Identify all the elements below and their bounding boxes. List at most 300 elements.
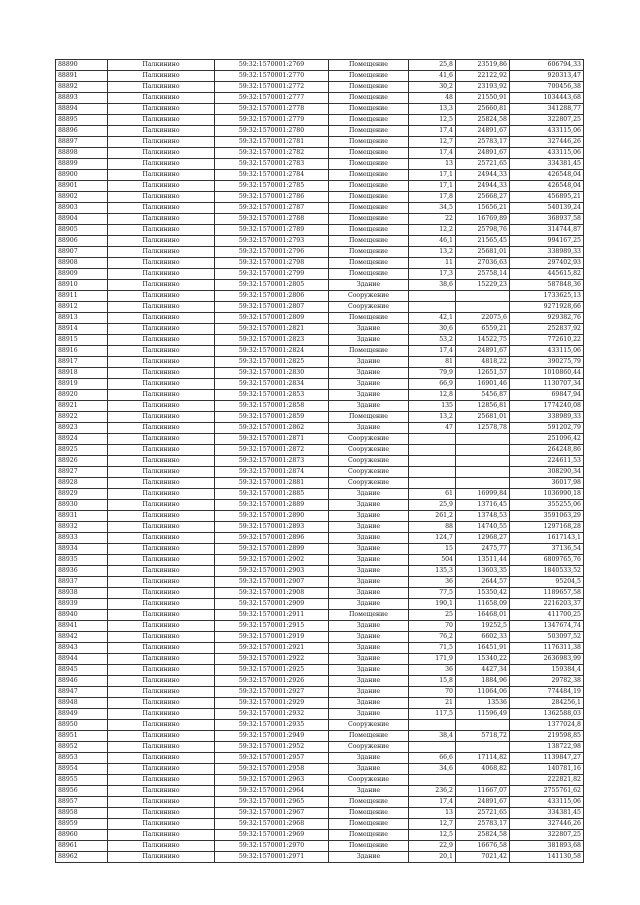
table-row [56,786,584,797]
cadastral-value-cell: 327446,26 [510,819,584,830]
cadastral-number-cell: 59:32:1570001:2949 [215,731,329,742]
cadastral-value-cell: 95204,5 [510,577,584,588]
area-value-cell [409,478,456,489]
object-type-cell: Помещение [329,808,409,819]
object-type-cell: Помещение [329,159,409,170]
cadastral-number-cell: 59:32:1570001:2881 [215,478,329,489]
settlement-name-cell: Палкинино [108,170,215,181]
cadastral-value-cell: 219598,85 [510,731,584,742]
unit-price-cell [456,291,510,302]
row-number-cell: 88902 [56,192,108,203]
row-number-cell: 88930 [56,500,108,511]
unit-price-cell: 25721,65 [456,159,510,170]
cadastral-number-cell: 59:32:1570001:2907 [215,577,329,588]
row-number-cell: 88909 [56,269,108,280]
area-value-cell [409,445,456,456]
settlement-name-cell: Палкинино [108,764,215,775]
table-row [56,159,584,170]
object-type-cell: Помещение [329,203,409,214]
unit-price-cell: 25681,01 [456,247,510,258]
cadastral-number-cell: 59:32:1570001:2862 [215,423,329,434]
unit-price-cell: 25798,76 [456,225,510,236]
cadastral-value-cell: 1297168,28 [510,522,584,533]
table-row [56,731,584,742]
settlement-name-cell: Палкинино [108,115,215,126]
cadastral-number-cell: 59:32:1570001:2796 [215,247,329,258]
cadastral-number-cell: 59:32:1570001:2785 [215,181,329,192]
unit-price-cell: 2644,57 [456,577,510,588]
area-value-cell: 25,9 [409,500,456,511]
object-type-cell: Помещение [329,610,409,621]
area-value-cell [409,456,456,467]
unit-price-cell: 5456,87 [456,390,510,401]
table-row [56,60,584,71]
row-number-cell: 88927 [56,467,108,478]
cadastral-number-cell: 59:32:1570001:2873 [215,456,329,467]
cadastral-value-cell: 252837,92 [510,324,584,335]
area-value-cell: 38,6 [409,280,456,291]
table-row [56,478,584,489]
table-row [56,104,584,115]
cadastral-number-cell: 59:32:1570001:2969 [215,830,329,841]
cadastral-value-cell: 224611,53 [510,456,584,467]
object-type-cell: Помещение [329,115,409,126]
table-row [56,841,584,852]
unit-price-cell: 21550,91 [456,93,510,104]
settlement-name-cell: Палкинино [108,775,215,786]
settlement-name-cell: Палкинино [108,478,215,489]
object-type-cell: Сооружение [329,434,409,445]
settlement-name-cell: Палкинино [108,610,215,621]
area-value-cell: 36 [409,577,456,588]
unit-price-cell [456,467,510,478]
table-row [56,676,584,687]
cadastral-number-cell: 59:32:1570001:2927 [215,687,329,698]
area-value-cell: 21 [409,698,456,709]
unit-price-cell: 13748,53 [456,511,510,522]
object-type-cell: Сооружение [329,478,409,489]
object-type-cell: Здание [329,379,409,390]
table-row [56,170,584,181]
unit-price-cell: 11596,49 [456,709,510,720]
row-number-cell: 88915 [56,335,108,346]
unit-price-cell: 13511,44 [456,555,510,566]
table-row [56,445,584,456]
table-row [56,126,584,137]
unit-price-cell [456,434,510,445]
cadastral-value-cell: 6809765,76 [510,555,584,566]
settlement-name-cell: Палкинино [108,731,215,742]
unit-price-cell: 25824,58 [456,830,510,841]
area-value-cell: 190,1 [409,599,456,610]
row-number-cell: 88946 [56,676,108,687]
cadastral-value-cell: 433115,06 [510,346,584,357]
table-row [56,203,584,214]
area-value-cell: 70 [409,621,456,632]
object-type-cell: Здание [329,577,409,588]
row-number-cell: 88912 [56,302,108,313]
object-type-cell: Помещение [329,412,409,423]
unit-price-cell: 6602,33 [456,632,510,643]
unit-price-cell: 25668,27 [456,192,510,203]
settlement-name-cell: Палкинино [108,445,215,456]
cadastral-value-cell: 1377024,8 [510,720,584,731]
row-number-cell: 88926 [56,456,108,467]
cadastral-value-cell: 540139,24 [510,203,584,214]
settlement-name-cell: Палкинино [108,368,215,379]
settlement-name-cell: Палкинино [108,93,215,104]
object-type-cell: Здание [329,698,409,709]
object-type-cell: Помещение [329,819,409,830]
row-number-cell: 88947 [56,687,108,698]
unit-price-cell: 12651,57 [456,368,510,379]
table-row [56,632,584,643]
settlement-name-cell: Палкинино [108,126,215,137]
cadastral-value-cell: 29782,38 [510,676,584,687]
cadastral-number-cell: 59:32:1570001:2902 [215,555,329,566]
settlement-name-cell: Палкинино [108,280,215,291]
settlement-name-cell: Палкинино [108,225,215,236]
settlement-name-cell: Палкинино [108,621,215,632]
area-value-cell: 30,6 [409,324,456,335]
area-value-cell: 135 [409,401,456,412]
table-row [56,687,584,698]
object-type-cell: Здание [329,676,409,687]
cadastral-number-cell: 59:32:1570001:2899 [215,544,329,555]
unit-price-cell: 25660,81 [456,104,510,115]
table-row [56,852,584,863]
settlement-name-cell: Палкинино [108,302,215,313]
object-type-cell: Здание [329,709,409,720]
object-type-cell: Помещение [329,181,409,192]
table-row [56,577,584,588]
cadastral-number-cell: 59:32:1570001:2889 [215,500,329,511]
area-value-cell: 71,5 [409,643,456,654]
table-row [56,137,584,148]
table-row [56,533,584,544]
area-value-cell: 12,7 [409,137,456,148]
object-type-cell: Здание [329,852,409,863]
table-row [56,709,584,720]
area-value-cell: 17,8 [409,192,456,203]
cadastral-number-cell: 59:32:1570001:2859 [215,412,329,423]
table-row [56,753,584,764]
unit-price-cell: 4818,22 [456,357,510,368]
area-value-cell: 15,8 [409,676,456,687]
row-number-cell: 88919 [56,379,108,390]
table-row [56,291,584,302]
cadastral-value-cell: 456895,21 [510,192,584,203]
unit-price-cell [456,478,510,489]
table-row [56,456,584,467]
settlement-name-cell: Палкинино [108,247,215,258]
cadastral-number-cell: 59:32:1570001:2787 [215,203,329,214]
row-number-cell: 88920 [56,390,108,401]
settlement-name-cell: Палкинино [108,104,215,115]
table-row [56,346,584,357]
row-number-cell: 88900 [56,170,108,181]
row-number-cell: 88950 [56,720,108,731]
cadastral-number-cell: 59:32:1570001:2824 [215,346,329,357]
object-type-cell: Здание [329,786,409,797]
settlement-name-cell: Палкинино [108,412,215,423]
settlement-name-cell: Палкинино [108,808,215,819]
row-number-cell: 88894 [56,104,108,115]
area-value-cell: 17,1 [409,170,456,181]
area-value-cell: 70 [409,687,456,698]
table-row [56,434,584,445]
row-number-cell: 88935 [56,555,108,566]
row-number-cell: 88948 [56,698,108,709]
cadastral-number-cell: 59:32:1570001:2893 [215,522,329,533]
settlement-name-cell: Палкинино [108,137,215,148]
cadastral-number-cell: 59:32:1570001:2921 [215,643,329,654]
unit-price-cell: 22075,6 [456,313,510,324]
cadastral-value-cell: 587848,36 [510,280,584,291]
table-row [56,258,584,269]
table-row [56,269,584,280]
unit-price-cell: 11667,07 [456,786,510,797]
settlement-name-cell: Палкинино [108,335,215,346]
cadastral-number-cell: 59:32:1570001:2925 [215,665,329,676]
settlement-name-cell: Палкинино [108,588,215,599]
table-row [56,335,584,346]
unit-price-cell [456,445,510,456]
cadastral-number-cell: 59:32:1570001:2825 [215,357,329,368]
cadastral-value-cell: 322807,25 [510,830,584,841]
table-row [56,225,584,236]
cadastral-number-cell: 59:32:1570001:2807 [215,302,329,313]
cadastral-value-cell: 774484,19 [510,687,584,698]
table-row [56,467,584,478]
table-row [56,82,584,93]
settlement-name-cell: Палкинино [108,60,215,71]
cadastral-number-cell: 59:32:1570001:2903 [215,566,329,577]
object-type-cell: Помещение [329,93,409,104]
table-row [56,566,584,577]
unit-price-cell: 15340,22 [456,654,510,665]
unit-price-cell: 15656,21 [456,203,510,214]
settlement-name-cell: Палкинино [108,379,215,390]
cadastral-number-cell: 59:32:1570001:2971 [215,852,329,863]
table-row [56,324,584,335]
unit-price-cell: 24891,67 [456,126,510,137]
table-row [56,764,584,775]
area-value-cell: 79,9 [409,368,456,379]
cadastral-number-cell: 59:32:1570001:2964 [215,786,329,797]
cadastral-value-cell: 411700,25 [510,610,584,621]
object-type-cell: Здание [329,280,409,291]
object-type-cell: Сооружение [329,456,409,467]
cadastral-value-cell: 327446,26 [510,137,584,148]
cadastral-value-cell: 141130,58 [510,852,584,863]
table-row [56,236,584,247]
settlement-name-cell: Палкинино [108,269,215,280]
area-value-cell: 15 [409,544,456,555]
unit-price-cell: 23519,86 [456,60,510,71]
unit-price-cell: 16901,46 [456,379,510,390]
settlement-name-cell: Палкинино [108,434,215,445]
cadastral-number-cell: 59:32:1570001:2968 [215,819,329,830]
cadastral-number-cell: 59:32:1570001:2965 [215,797,329,808]
area-value-cell: 17,4 [409,346,456,357]
unit-price-cell: 22122,92 [456,71,510,82]
unit-price-cell: 25681,01 [456,412,510,423]
object-type-cell: Здание [329,621,409,632]
area-value-cell [409,720,456,731]
cadastral-number-cell: 59:32:1570001:2783 [215,159,329,170]
object-type-cell: Здание [329,511,409,522]
row-number-cell: 88938 [56,588,108,599]
table-row [56,247,584,258]
settlement-name-cell: Палкинино [108,676,215,687]
object-type-cell: Здание [329,665,409,676]
unit-price-cell: 4427,34 [456,665,510,676]
object-type-cell: Здание [329,643,409,654]
cadastral-value-cell: 1010860,44 [510,368,584,379]
area-value-cell: 38,4 [409,731,456,742]
unit-price-cell: 13536 [456,698,510,709]
unit-price-cell: 24891,67 [456,797,510,808]
table-row [56,511,584,522]
object-type-cell: Сооружение [329,302,409,313]
unit-price-cell: 23193,92 [456,82,510,93]
area-value-cell: 17,4 [409,797,456,808]
unit-price-cell: 14740,55 [456,522,510,533]
unit-price-cell: 25783,17 [456,137,510,148]
area-value-cell: 13,3 [409,104,456,115]
cadastral-value-cell: 251096,42 [510,434,584,445]
cadastral-value-cell: 9271928,66 [510,302,584,313]
object-type-cell: Здание [329,687,409,698]
settlement-name-cell: Палкинино [108,709,215,720]
unit-price-cell: 25783,17 [456,819,510,830]
row-number-cell: 88925 [56,445,108,456]
object-type-cell: Помещение [329,170,409,181]
settlement-name-cell: Палкинино [108,830,215,841]
settlement-name-cell: Палкинино [108,181,215,192]
row-number-cell: 88942 [56,632,108,643]
area-value-cell: 48 [409,93,456,104]
row-number-cell: 88890 [56,60,108,71]
area-value-cell: 17,3 [409,269,456,280]
row-number-cell: 88924 [56,434,108,445]
row-number-cell: 88899 [56,159,108,170]
row-number-cell: 88916 [56,346,108,357]
settlement-name-cell: Палкинино [108,698,215,709]
cadastral-number-cell: 59:32:1570001:2853 [215,390,329,401]
row-number-cell: 88944 [56,654,108,665]
cadastral-number-cell: 59:32:1570001:2896 [215,533,329,544]
table-row [56,489,584,500]
cadastral-number-cell: 59:32:1570001:2798 [215,258,329,269]
area-value-cell: 17,4 [409,126,456,137]
cadastral-number-cell: 59:32:1570001:2926 [215,676,329,687]
row-number-cell: 88956 [56,786,108,797]
row-number-cell: 88959 [56,819,108,830]
cadastral-number-cell: 59:32:1570001:2858 [215,401,329,412]
cadastral-value-cell: 1176311,38 [510,643,584,654]
object-type-cell: Здание [329,588,409,599]
object-type-cell: Здание [329,522,409,533]
row-number-cell: 88891 [56,71,108,82]
cadastral-number-cell: 59:32:1570001:2957 [215,753,329,764]
cadastral-value-cell: 368937,58 [510,214,584,225]
table-row [56,313,584,324]
object-type-cell: Сооружение [329,445,409,456]
unit-price-cell: 12968,27 [456,533,510,544]
settlement-name-cell: Палкинино [108,819,215,830]
cadastral-number-cell: 59:32:1570001:2963 [215,775,329,786]
area-value-cell: 30,2 [409,82,456,93]
row-number-cell: 88906 [56,236,108,247]
table-row [56,148,584,159]
table-row [56,698,584,709]
unit-price-cell [456,456,510,467]
row-number-cell: 88939 [56,599,108,610]
row-number-cell: 88897 [56,137,108,148]
settlement-name-cell: Палкинино [108,82,215,93]
cadastral-number-cell: 59:32:1570001:2922 [215,654,329,665]
table-row [56,379,584,390]
table-row [56,302,584,313]
object-type-cell: Помещение [329,346,409,357]
area-value-cell: 25 [409,610,456,621]
unit-price-cell: 16468,01 [456,610,510,621]
row-number-cell: 88952 [56,742,108,753]
cadastral-value-cell: 338989,33 [510,412,584,423]
cadastral-value-cell: 297402,93 [510,258,584,269]
settlement-name-cell: Палкинино [108,687,215,698]
cadastral-number-cell: 59:32:1570001:2777 [215,93,329,104]
object-type-cell: Здание [329,544,409,555]
unit-price-cell: 12578,78 [456,423,510,434]
cadastral-number-cell: 59:32:1570001:2885 [215,489,329,500]
area-value-cell: 12,7 [409,819,456,830]
area-value-cell: 13,2 [409,247,456,258]
table-row [56,280,584,291]
object-type-cell: Помещение [329,148,409,159]
settlement-name-cell: Палкинино [108,159,215,170]
cadastral-value-cell: 138722,98 [510,742,584,753]
unit-price-cell: 1884,96 [456,676,510,687]
cadastral-number-cell: 59:32:1570001:2781 [215,137,329,148]
area-value-cell: 41,6 [409,71,456,82]
unit-price-cell: 21565,45 [456,236,510,247]
cadastral-number-cell: 59:32:1570001:2799 [215,269,329,280]
unit-price-cell: 6559,21 [456,324,510,335]
cadastral-value-cell: 445615,82 [510,269,584,280]
cadastral-number-cell: 59:32:1570001:2915 [215,621,329,632]
cadastral-value-cell: 355255,06 [510,500,584,511]
table-row [56,192,584,203]
area-value-cell: 36 [409,665,456,676]
row-number-cell: 88941 [56,621,108,632]
settlement-name-cell: Палкинино [108,357,215,368]
area-value-cell [409,775,456,786]
settlement-name-cell: Палкинино [108,500,215,511]
cadastral-value-cell: 426548,04 [510,181,584,192]
object-type-cell: Помещение [329,126,409,137]
settlement-name-cell: Палкинино [108,599,215,610]
settlement-name-cell: Палкинино [108,236,215,247]
cadastral-number-cell: 59:32:1570001:2784 [215,170,329,181]
unit-price-cell [456,775,510,786]
settlement-name-cell: Палкинино [108,632,215,643]
settlement-name-cell: Палкинино [108,555,215,566]
area-value-cell: 261,2 [409,511,456,522]
area-value-cell: 53,2 [409,335,456,346]
